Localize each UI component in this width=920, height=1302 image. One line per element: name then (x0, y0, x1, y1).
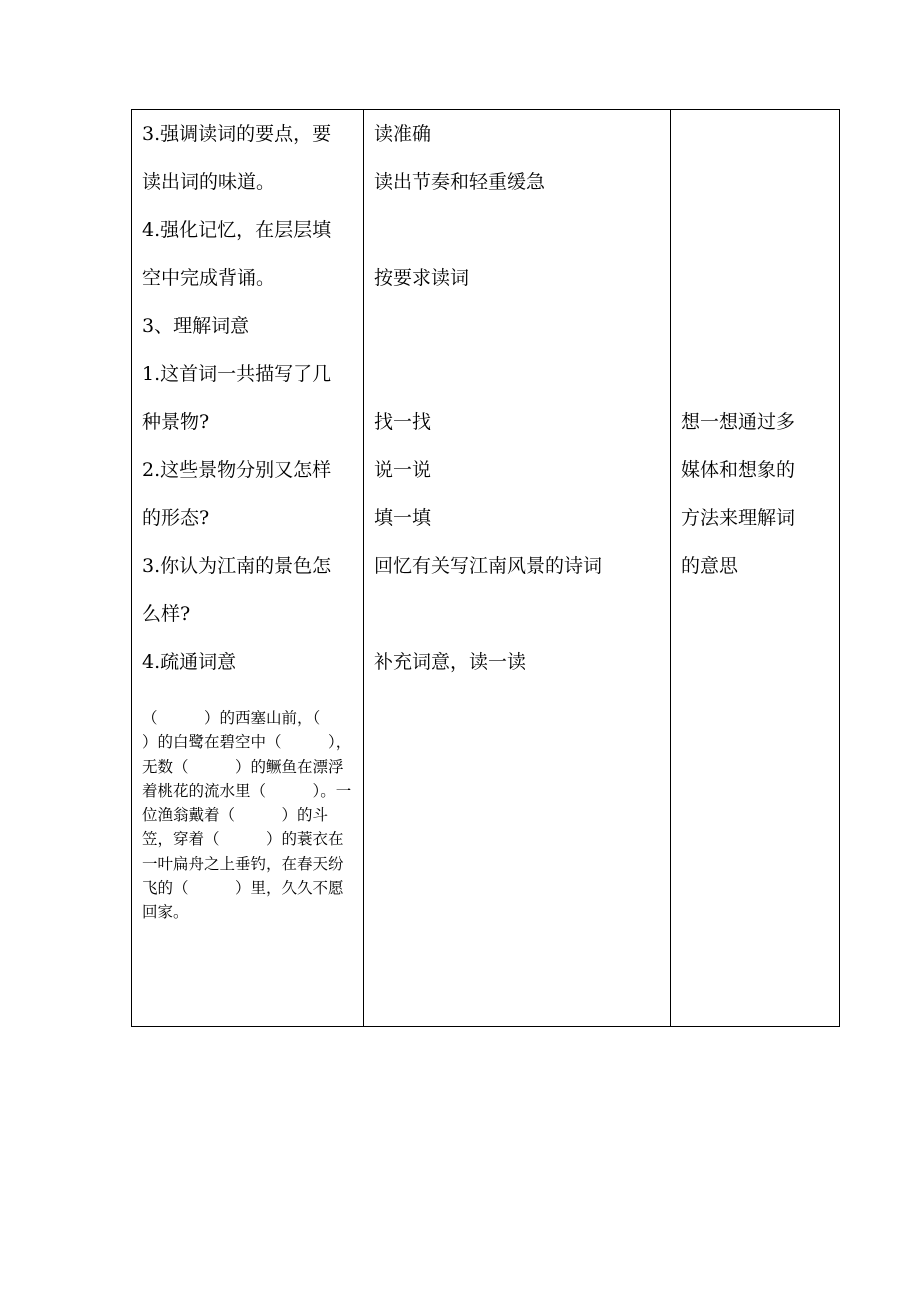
student-line: 说一说 (374, 459, 432, 481)
spacer (374, 600, 662, 648)
spacer (374, 360, 662, 408)
spacer (681, 168, 831, 216)
intent-line: 想一想通过多 (681, 411, 796, 433)
spacer (374, 312, 662, 360)
question-line: 的形态? (142, 507, 210, 529)
student-activity-cell (364, 110, 671, 1027)
teacher-line: 空中完成背诵。 (142, 267, 276, 289)
spacer (681, 312, 831, 360)
spacer (681, 216, 831, 264)
intent-line: 媒体和想象的 (681, 459, 796, 481)
question-line: 3.你认为江南的景色怎 (142, 555, 332, 577)
student-line: 回忆有关写江南风景的诗词 (374, 555, 603, 577)
design-intent-content (671, 110, 839, 600)
teacher-line: 3.强调读词的要点，要 (142, 123, 332, 145)
spacer (681, 120, 831, 168)
student-line: 按要求读词 (374, 267, 470, 289)
student-line: 补充词意，读一读 (374, 651, 527, 673)
question-line: 2.这些景物分别又怎样 (142, 459, 332, 481)
student-line: 找一找 (374, 411, 432, 433)
section-heading: 3、理解词意 (142, 315, 250, 337)
student-line: 读准确 (374, 123, 432, 145)
fill-in-blank-paragraph: （ ）的西塞山前，（ ）的白鹭在碧空中（ ），无数（ ）的鳜鱼在漂浮着桃花的流水里（ ）。一位渔翁戴着（ ）的斗笠，穿着（ ）的蓑衣在一叶扁舟之上垂钓，在春天纷飞的（ ）里，久久不愿回家。 (142, 709, 367, 922)
teacher-activity-cell (132, 110, 367, 1027)
spacer (374, 216, 662, 264)
intent-line: 方法来理解词 (681, 507, 796, 529)
lesson-plan-table (131, 109, 840, 1027)
spacer (681, 360, 831, 408)
student-activity-content (364, 110, 670, 696)
question-line: 么样? (142, 603, 191, 625)
design-intent-cell (671, 110, 840, 1027)
table-row (132, 110, 840, 1027)
student-line: 读出节奏和轻重缓急 (374, 171, 546, 193)
intent-line: 的意思 (681, 555, 739, 577)
question-line: 种景物? (142, 411, 210, 433)
teacher-line: 4.强化记忆，在层层填 (142, 219, 332, 241)
student-line: 填一填 (374, 507, 432, 529)
teacher-activity-content (132, 110, 367, 925)
spacer (681, 264, 831, 312)
question-line: 4.疏通词意 (142, 651, 237, 673)
question-line: 1.这首词一共描写了几 (142, 363, 332, 385)
teacher-line: 读出词的味道。 (142, 171, 276, 193)
